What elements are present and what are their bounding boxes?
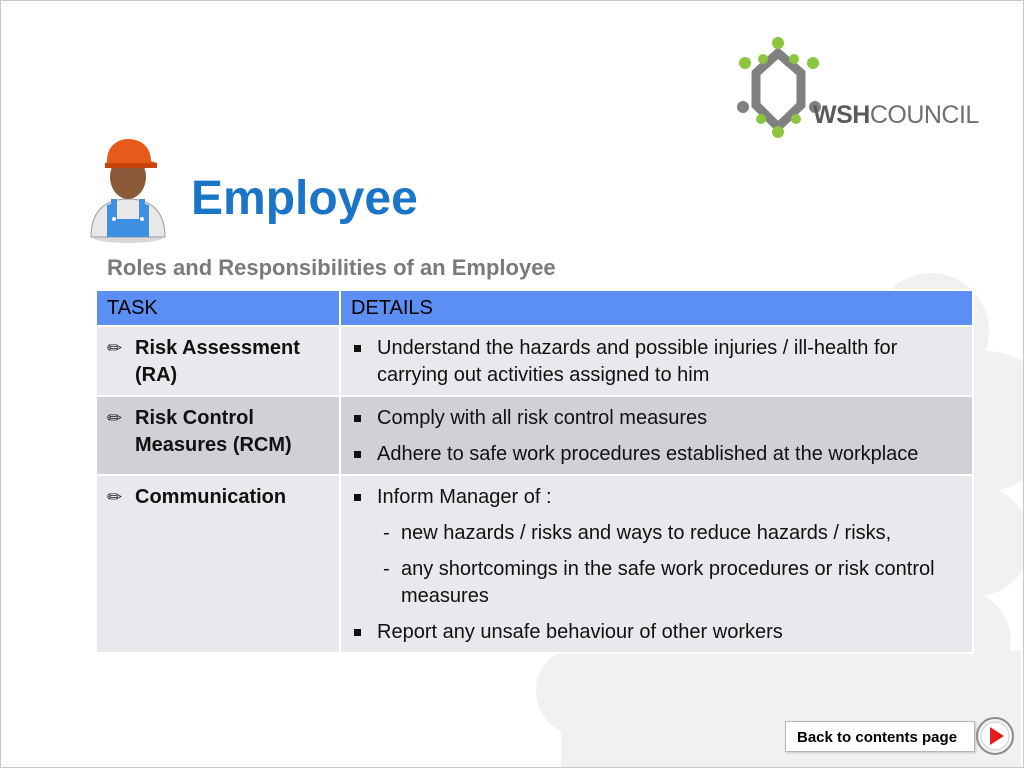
pencil-icon: ✏ xyxy=(107,338,123,358)
worker-avatar-icon xyxy=(85,133,171,245)
detail-item: Report any unsafe behaviour of other workers xyxy=(351,619,962,646)
detail-subitem: - any shortcomings in the safe work procedures or risk control measures xyxy=(351,556,962,610)
column-header-task: TASK xyxy=(96,290,340,326)
details-cell xyxy=(340,326,973,396)
roles-table xyxy=(95,289,974,654)
page-subtitle: Roles and Responsibilities of an Employee xyxy=(107,255,556,280)
logo-wordmark: WSHCOUNCIL xyxy=(813,101,979,129)
detail-item: Adhere to safe work procedures established at the workplace xyxy=(351,441,962,468)
task-label: Risk Assessment (RA) xyxy=(135,337,300,386)
task-cell xyxy=(96,326,340,396)
detail-subitem: - new hazards / risks and ways to reduce hazards / risks, xyxy=(351,520,962,547)
page-title: Employee xyxy=(191,172,418,225)
details-cell xyxy=(340,396,973,475)
task-label: Communication xyxy=(135,486,287,508)
table-row xyxy=(96,396,973,475)
play-arrow-icon[interactable] xyxy=(975,716,1015,756)
table-row xyxy=(96,475,973,653)
detail-item: Understand the hazards and possible injuries / ill-health for carrying out activities assigned to him xyxy=(351,335,962,389)
task-cell xyxy=(96,396,340,475)
table-header-row xyxy=(96,290,973,326)
details-cell xyxy=(340,475,973,653)
task-cell xyxy=(96,475,340,653)
pencil-icon: ✏ xyxy=(107,408,123,428)
detail-item: Comply with all risk control measures xyxy=(351,405,962,432)
detail-item: Inform Manager of : xyxy=(351,484,962,511)
column-header-details: DETAILS xyxy=(340,290,973,326)
pencil-icon: ✏ xyxy=(107,487,123,507)
task-label: Risk Control Measures (RCM) xyxy=(135,407,292,456)
table-row xyxy=(96,326,973,396)
back-to-contents-button[interactable]: Back to contents page xyxy=(785,721,975,752)
